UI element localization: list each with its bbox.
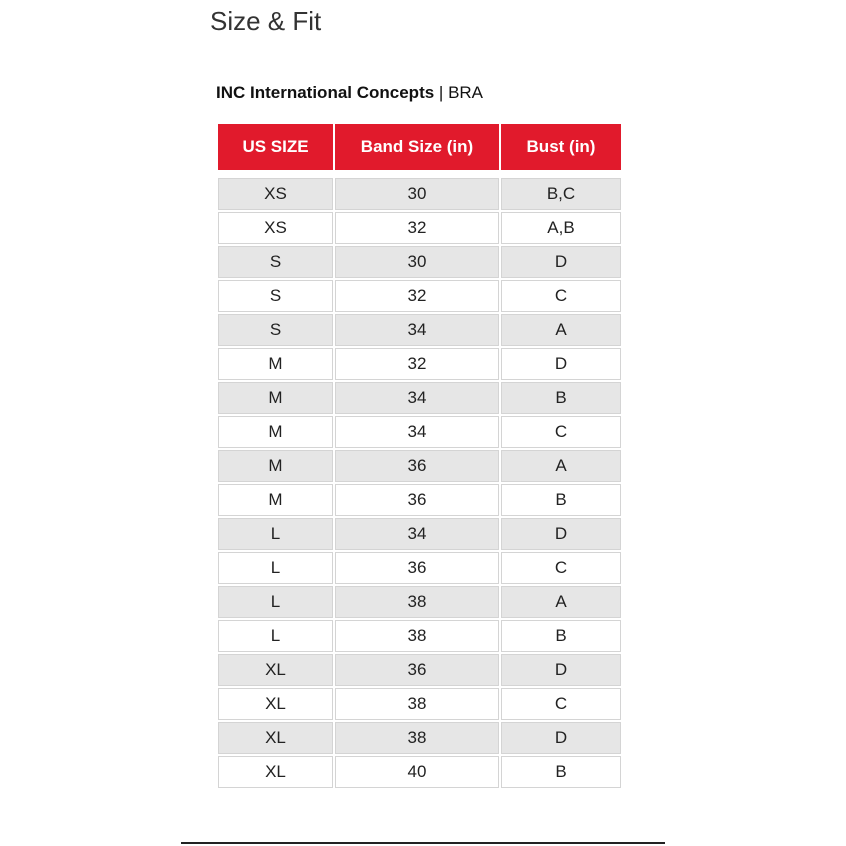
cell-bust: A (501, 450, 621, 482)
table-spacer-row (218, 172, 621, 176)
cell-bust: D (501, 654, 621, 686)
cell-band-size: 32 (335, 212, 499, 244)
cell-bust: C (501, 416, 621, 448)
cell-us-size: S (218, 246, 333, 278)
table-row (218, 212, 621, 244)
cell-bust: C (501, 688, 621, 720)
table-row (218, 450, 621, 482)
header-band-size: Band Size (in) (335, 124, 499, 170)
cell-bust: C (501, 280, 621, 312)
cell-band-size: 34 (335, 382, 499, 414)
cell-band-size: 36 (335, 450, 499, 482)
header-us-size: US SIZE (218, 124, 333, 170)
table-row (218, 688, 621, 720)
cell-band-size: 38 (335, 688, 499, 720)
table-row (218, 246, 621, 278)
cell-band-size: 36 (335, 484, 499, 516)
cell-band-size: 36 (335, 654, 499, 686)
table-row (218, 722, 621, 754)
cell-us-size: XS (218, 212, 333, 244)
cell-bust: D (501, 246, 621, 278)
brand-line (216, 82, 483, 104)
table-row (218, 178, 621, 210)
cell-band-size: 32 (335, 280, 499, 312)
cell-us-size: S (218, 314, 333, 346)
cell-bust: D (501, 518, 621, 550)
brand-separator: | (434, 83, 449, 102)
cell-band-size: 34 (335, 518, 499, 550)
cell-bust: B,C (501, 178, 621, 210)
size-chart-table (216, 122, 623, 790)
cell-band-size: 30 (335, 246, 499, 278)
cell-bust: B (501, 382, 621, 414)
table-row (218, 348, 621, 380)
cell-bust: B (501, 620, 621, 652)
cell-us-size: M (218, 382, 333, 414)
table-row (218, 382, 621, 414)
cell-bust: B (501, 484, 621, 516)
cell-band-size: 40 (335, 756, 499, 788)
table-row (218, 484, 621, 516)
cell-band-size: 38 (335, 586, 499, 618)
cell-us-size: XL (218, 654, 333, 686)
cell-us-size: XL (218, 688, 333, 720)
table-row (218, 552, 621, 584)
table-spacer-cell (218, 172, 621, 176)
cell-bust: D (501, 722, 621, 754)
cell-band-size: 36 (335, 552, 499, 584)
cell-bust: A,B (501, 212, 621, 244)
cell-us-size: L (218, 518, 333, 550)
table-header-row (218, 124, 621, 170)
cell-us-size: XS (218, 178, 333, 210)
cell-us-size: S (218, 280, 333, 312)
cell-bust: C (501, 552, 621, 584)
brand-name: INC International Concepts (216, 83, 435, 102)
table-row (218, 620, 621, 652)
cell-us-size: XL (218, 756, 333, 788)
cell-band-size: 34 (335, 416, 499, 448)
cell-us-size: M (218, 450, 333, 482)
table-row (218, 518, 621, 550)
cell-us-size: L (218, 552, 333, 584)
header-bust: Bust (in) (501, 124, 621, 170)
cell-band-size: 32 (335, 348, 499, 380)
cell-us-size: M (218, 348, 333, 380)
cell-bust: A (501, 314, 621, 346)
cell-band-size: 38 (335, 722, 499, 754)
table-row (218, 280, 621, 312)
cell-bust: A (501, 586, 621, 618)
table-row (218, 756, 621, 788)
table-row (218, 314, 621, 346)
bottom-divider (181, 842, 665, 844)
cell-us-size: L (218, 620, 333, 652)
cell-us-size: M (218, 416, 333, 448)
size-chart-body (218, 172, 621, 788)
cell-band-size: 30 (335, 178, 499, 210)
product-category: BRA (448, 83, 484, 102)
cell-bust: D (501, 348, 621, 380)
cell-us-size: M (218, 484, 333, 516)
cell-band-size: 34 (335, 314, 499, 346)
table-row (218, 586, 621, 618)
page-title: Size & Fit (210, 6, 322, 36)
table-row (218, 654, 621, 686)
cell-us-size: XL (218, 722, 333, 754)
cell-us-size: L (218, 586, 333, 618)
cell-band-size: 38 (335, 620, 499, 652)
table-row (218, 416, 621, 448)
cell-bust: B (501, 756, 621, 788)
